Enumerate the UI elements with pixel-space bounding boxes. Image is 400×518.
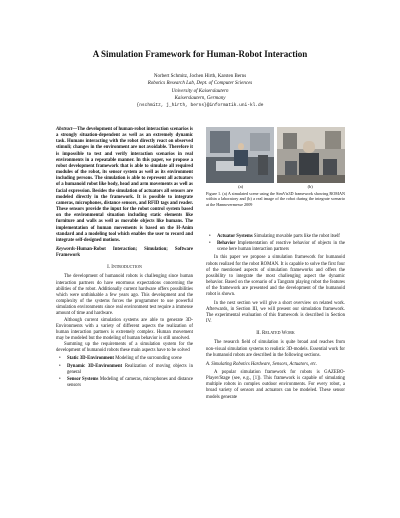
- simulated-scene-image: [206, 127, 274, 183]
- list-item: • Static 3D-Environment Modeling of the surrounding scene: [64, 356, 193, 362]
- abstract-label: Abstract: [56, 127, 73, 132]
- author-names: Norbert Schmitz, Jochen Hirth, Karsten Berns: [153, 74, 247, 79]
- related-paragraph-2: A popular simulation framework for robots is GAZEBO-Player/Stage (see, e.g., [1]). This framework is capable of simulating multiple robots in complex outdoor environments. For every robot, a broad variety of sensors and actuators can be modeled. These sensor models generate: [206, 369, 345, 400]
- intro-paragraph-4: In this paper we propose a simulation framework for humanoid robots realized for the robot ROMAN. It is capable to solve the first four of the mentioned aspects of simulation frameworks and offers the possibility to integrate the most challenging aspect the dynamic behavior. Based on the scenario of a Tangram playing robot the features of the framework are presented and the development of the humanoid robot is shown.: [206, 255, 345, 298]
- author-lab: Robotics Research Lab, Dept. of Computer Sciences: [147, 81, 253, 87]
- author-city: Kaiserslautern, Germany: [174, 95, 226, 101]
- author-university: University of Kaiserslautern: [171, 88, 229, 94]
- real-robot-photo: [277, 127, 345, 183]
- keywords: [56, 247, 193, 259]
- intro-paragraph-1: The development of humanoid robots is challenging since human interaction partners do have enormous expectations concerning the abilities of the robot. Additionally current hardware offers possibilities which were unthinkable a few years ago. This development and the complexity of the systems forces the programmer to use powerful simulation environments since real environment test require a immense amount of time and hardware.: [56, 274, 193, 317]
- abstract: [56, 127, 193, 244]
- figure-1: [206, 127, 345, 207]
- section-heading-related-work: II. Related Work: [256, 331, 295, 337]
- list-item: • Actuator Systems Simulating movable parts like the robot itself: [214, 234, 345, 240]
- related-paragraph-1: The research field of simulation is quite broad and reaches from non-visual simulation systems to realistic 3D-models. Essential work for the humanoid robots are described in the following sections.: [206, 340, 345, 358]
- list-item: • Sensor Systems Modeling of cameras, microphones and distance sensors: [64, 377, 193, 389]
- author-block: [0, 73, 400, 109]
- figure-label-a: (a): [238, 184, 244, 189]
- keywords-text: -Human-Robot Interaction; Simulation; Software Framework: [56, 246, 193, 259]
- figure-label-b: (b): [307, 184, 313, 189]
- intro-paragraph-3: Summing up the requirements of a simulation system for the development of humanoid robots these main aspects have to be solved: [56, 342, 193, 354]
- requirements-list: [56, 356, 193, 389]
- section-heading-introduction: I. Introduction: [107, 265, 142, 271]
- intro-paragraph-2: Although current simulation systems are able to generate 3D-Environments with a variety of different aspects the realization of human interaction partners is extremely complex. Human movement may be modeled but the modeling of human behavior is still unsolved.: [56, 317, 193, 341]
- intro-paragraph-5: In the next section we will give a short overview on related work. Afterwards, in Section III, we will present our simulation framework. The experimental evaluation of this framework is described in Section IV.: [206, 300, 345, 325]
- subsection-heading: A. Simulating Robotics Hardware, Sensors, Actuators, etc.: [206, 361, 318, 367]
- list-item: • Dynamic 3D-Environment Realization of moving objects in general: [64, 364, 193, 376]
- requirements-list-continued: [206, 234, 345, 253]
- right-column: [206, 234, 345, 401]
- keywords-label: Keywords: [56, 246, 75, 252]
- paper-title: A Simulation Framework for Human-Robot Interaction: [92, 49, 308, 59]
- author-emails: {nschmitz, j_hirth, berns}@informatik.uni-kl.de: [136, 103, 264, 109]
- abstract-text: —The development of human-robot interaction scenarios is a strongly situation-dependent as well as an extremely dynamic task. Humans interacting with the robot directly react on observed stimuli; changes in the environment are not avoidable. Therefore it is impossible to test and verify interaction scenarios in real environments in a repeatable manner. In this paper, we propose a robot development framework that is able to simulate all required modules of the robot, its sensor system as well as its environment including persons. The simulation is able to represent all actuators of a humanoid robot like body, head and arm movements as well as facial expression. Besides the simulation of actuators all sensors are modeled directly in the framework. It is possible to integrate cameras, microphones, distance sensors, and RFID tags and reader. These sensors provide the input for the robot control system based on the environmental situation including static elements like furniture and walls as well as movable objects like humans. The implementation of human movements is based on the H-Anim standard and a modeling tool which enables the user to record and integrate self-designed motions.: [56, 127, 193, 243]
- list-item: • Behavior Implementation of reactive behavior of objects in the scene here human interaction partners: [214, 241, 345, 253]
- left-column: [56, 127, 193, 390]
- figure-caption: Figure 1. (a) A simulated scene using the SimVis3D framework showing ROMAN within a laboratory and (b) a real image of the robot during the integrate scenario at the Hannovermesse 2009: [206, 191, 345, 207]
